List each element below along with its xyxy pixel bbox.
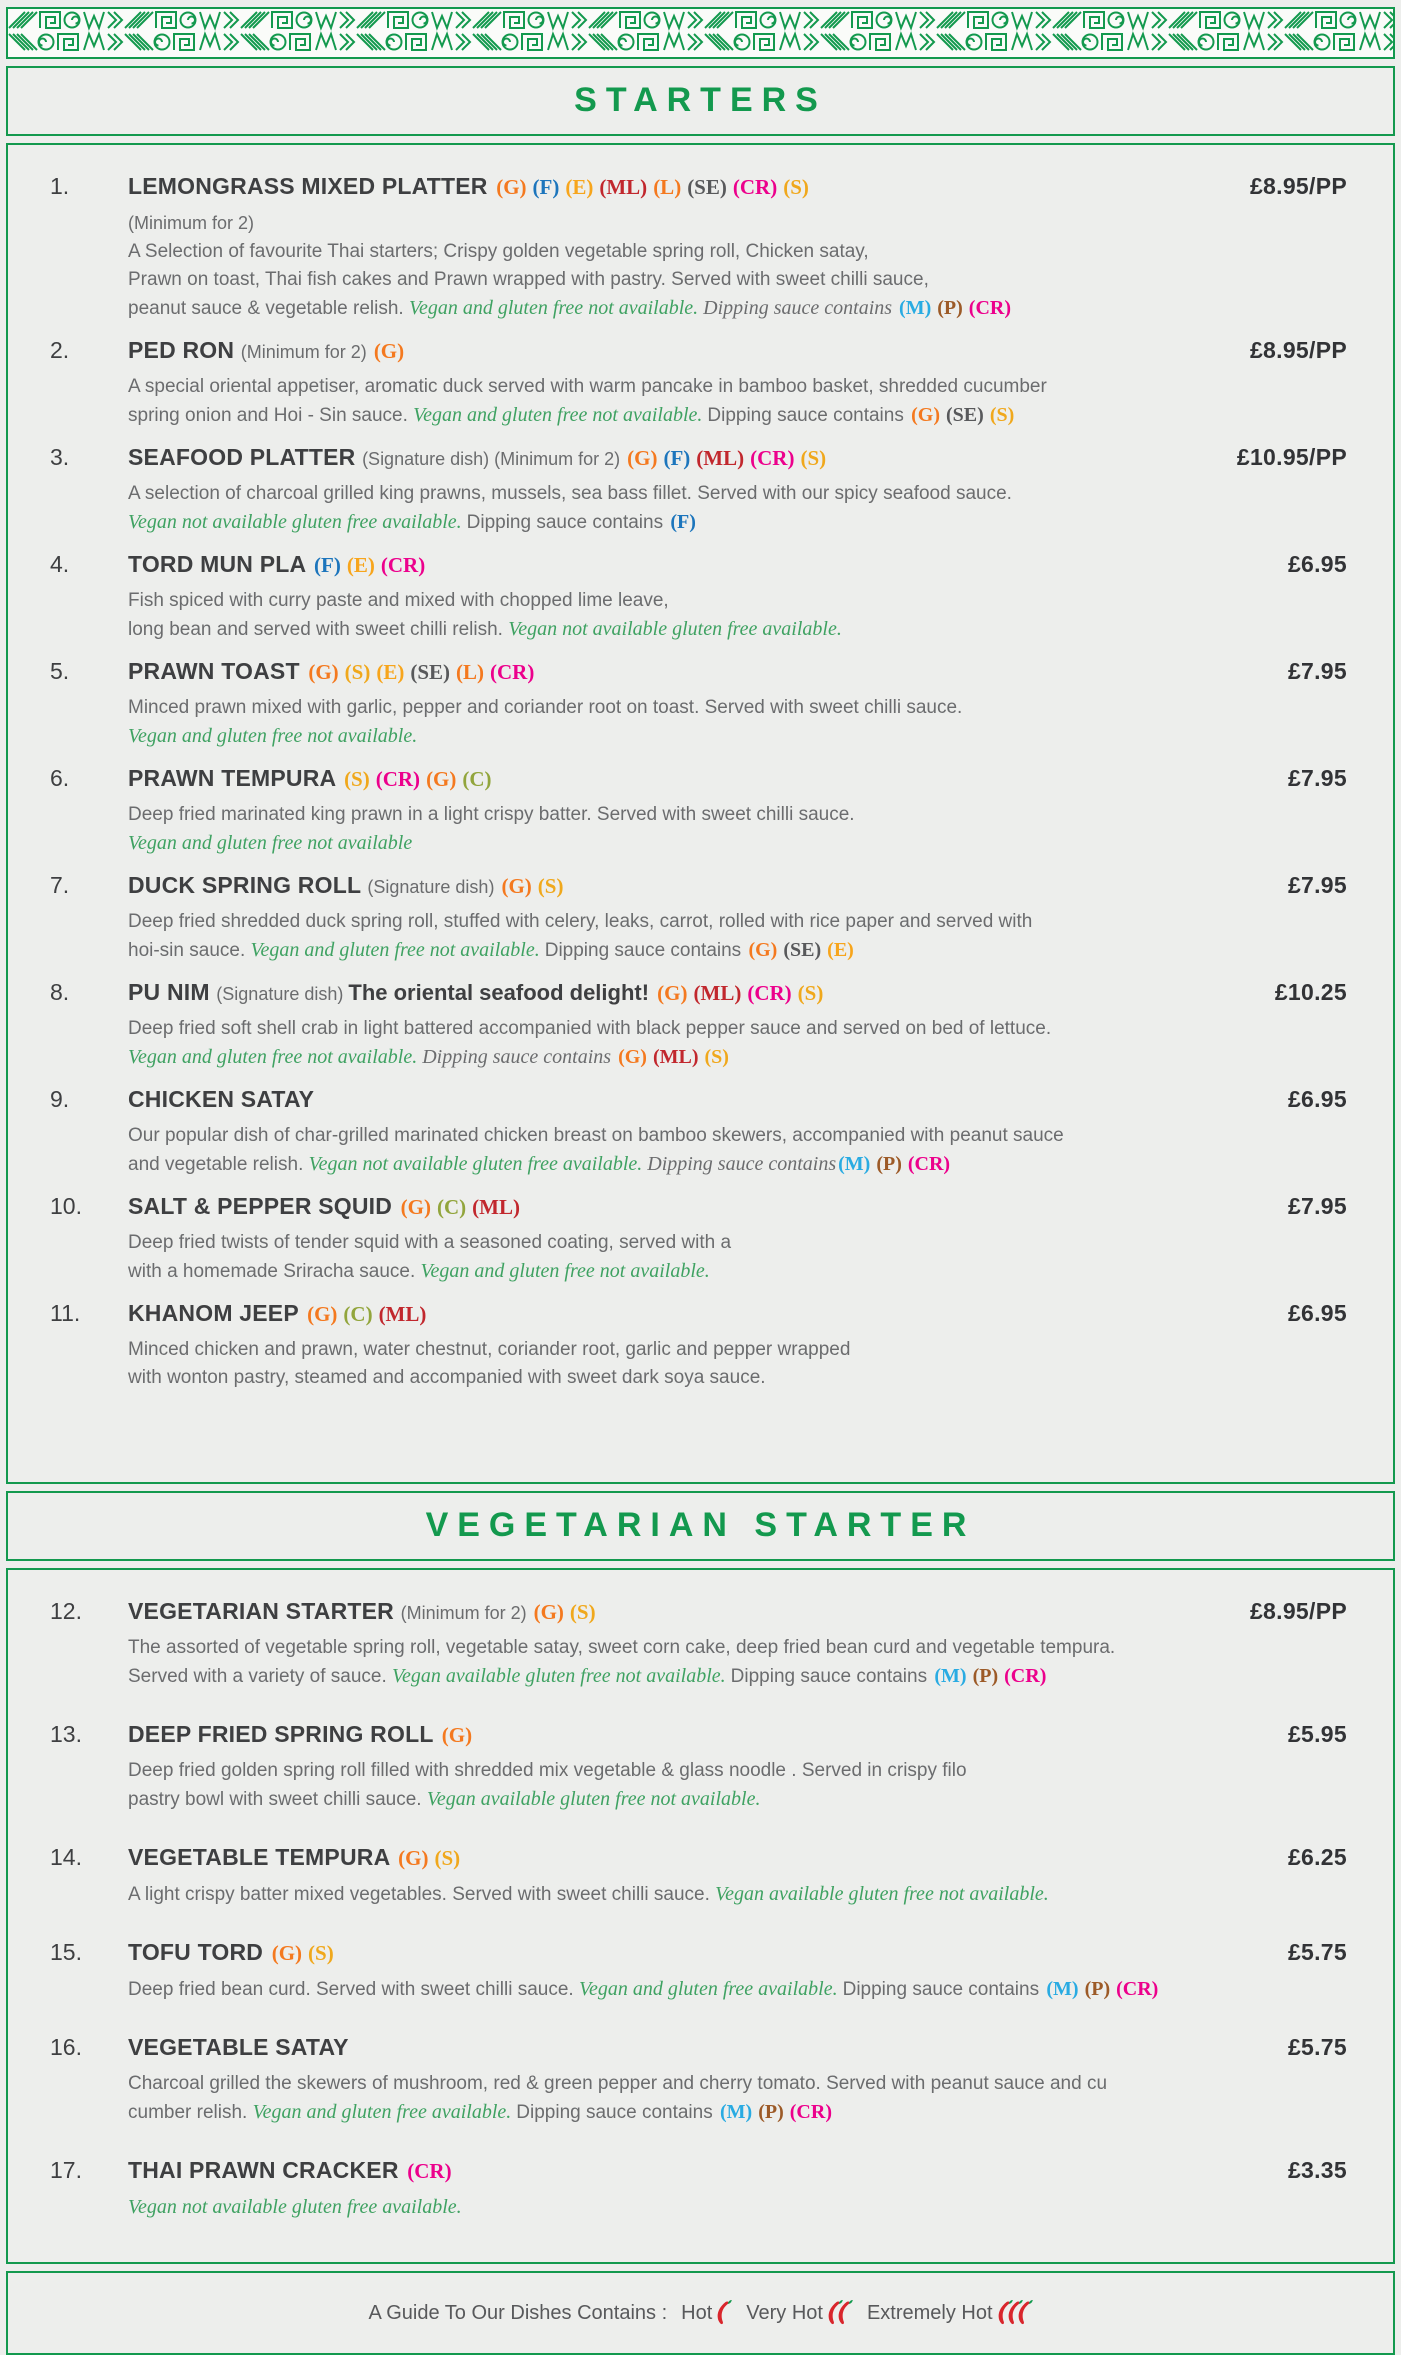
item-title-line xyxy=(128,2153,1227,2191)
text-segment: (Minimum for 2) xyxy=(128,213,255,233)
spice-level-label: Very Hot xyxy=(746,2301,823,2324)
item-price: £5.75 xyxy=(1287,1939,1347,1965)
item-number: 8. xyxy=(50,979,70,1005)
text-segment: hoi-sin sauce. xyxy=(128,940,251,961)
allergen-code-g: (G) xyxy=(400,1195,431,1219)
text-segment: PRAWN TOAST xyxy=(128,658,307,684)
allergen-code-p: (P) xyxy=(758,2101,784,2123)
text-segment: PED RON xyxy=(128,337,241,363)
text-segment: A Selection of favourite Thai starters; Crispy golden vegetable spring roll, Chicken satay, xyxy=(128,241,869,262)
item-price: £5.75 xyxy=(1287,2034,1347,2060)
item-price: £7.95 xyxy=(1287,872,1347,898)
item-price: £6.95 xyxy=(1287,1086,1347,1112)
section-title: VEGETARIAN STARTER xyxy=(425,1506,976,1544)
item-title-line xyxy=(128,1189,1227,1227)
menu-item xyxy=(50,1840,1347,1909)
allergen-code-cr: (CR) xyxy=(750,446,795,470)
text-segment: Dipping sauce contains xyxy=(842,1979,1045,2000)
item-description-line xyxy=(128,1880,1227,1909)
item-title-line xyxy=(128,1717,1227,1755)
allergen-code-cr: (CR) xyxy=(1116,1978,1159,2000)
allergen-code-m: (M) xyxy=(899,297,932,319)
text-segment: pastry bowl with sweet chilli sauce. xyxy=(128,1789,427,1810)
item-description-line xyxy=(128,1229,1227,1257)
item-description-line xyxy=(128,615,1227,644)
item-body xyxy=(128,761,1227,858)
item-title-line xyxy=(128,547,1227,585)
allergen-code-s: (S) xyxy=(783,175,809,199)
text-segment: PRAWN TEMPURA xyxy=(128,765,343,791)
text-segment: CHICKEN SATAY xyxy=(128,1086,315,1112)
text-segment: with wonton pastry, steamed and accompanied with sweet dark soya sauce. xyxy=(128,1367,766,1388)
text-segment: (Signature dish) (Minimum for 2) xyxy=(362,449,626,469)
item-body xyxy=(128,1594,1227,1691)
allergen-code-cr: (CR) xyxy=(789,2101,832,2123)
text-segment: Dipping sauce contains xyxy=(707,405,910,426)
item-description-line xyxy=(128,1122,1227,1150)
item-price: £7.95 xyxy=(1287,658,1347,684)
text-segment: The oriental seafood delight! xyxy=(348,980,656,1005)
allergen-code-g: (G) xyxy=(657,981,688,1005)
menu-item xyxy=(50,975,1347,1072)
item-number: 17. xyxy=(50,2157,82,2183)
text-segment: THAI PRAWN CRACKER xyxy=(128,2157,406,2183)
text-segment: Vegan not available gluten free available. xyxy=(128,2196,462,2218)
item-number: 1. xyxy=(50,173,70,199)
text-segment: Prawn on toast, Thai fish cakes and Prawn wrapped with pastry. Served with sweet chilli sauce, xyxy=(128,269,929,290)
text-segment: SEAFOOD PLATTER xyxy=(128,444,363,470)
text-segment: Vegan available gluten free not available. xyxy=(715,1883,1049,1905)
allergen-code-m: (M) xyxy=(720,2101,753,2123)
spice-levels xyxy=(667,2299,1032,2327)
allergen-code-g: (G) xyxy=(426,767,457,791)
item-number: 2. xyxy=(50,337,70,363)
text-segment: Minced prawn mixed with garlic, pepper and coriander root on toast. Served with sweet chilli sauce. xyxy=(128,697,963,718)
item-description-line xyxy=(128,373,1227,401)
section-header-starters xyxy=(6,66,1395,136)
item-title-line xyxy=(128,1840,1227,1878)
allergen-code-f: (F) xyxy=(670,511,696,533)
text-segment: TOFU TORD xyxy=(128,1939,270,1965)
text-segment: VEGETABLE TEMPURA xyxy=(128,1844,397,1870)
allergen-code-e: (E) xyxy=(827,939,854,961)
allergen-code-m: (M) xyxy=(838,1153,871,1175)
item-description-line xyxy=(128,694,1227,722)
text-segment: DEEP FRIED SPRING ROLL xyxy=(128,1721,440,1747)
item-price: £8.95/PP xyxy=(1249,1598,1347,1624)
text-segment: PU NIM xyxy=(128,979,217,1005)
allergen-code-s: (S) xyxy=(344,767,370,791)
text-segment: Dipping sauce contains xyxy=(647,1153,837,1175)
text-segment: Deep fried golden spring roll filled with shredded mix vegetable & glass noodle . Served in crispy filo xyxy=(128,1760,967,1781)
menu-item xyxy=(50,761,1347,858)
item-description-line xyxy=(128,1257,1227,1286)
allergen-code-g: (G) xyxy=(496,175,527,199)
allergen-code-p: (P) xyxy=(1084,1978,1111,2000)
item-description-line xyxy=(128,2098,1227,2127)
menu-item xyxy=(50,547,1347,644)
text-segment: (Minimum for 2) xyxy=(240,342,372,362)
item-description-line xyxy=(128,209,1227,238)
item-description-line xyxy=(128,801,1227,829)
text-segment: spring onion and Hoi - Sin sauce. xyxy=(128,405,414,426)
allergen-code-se: (SE) xyxy=(946,404,984,426)
item-body xyxy=(128,975,1227,1072)
allergen-code-f: (F) xyxy=(663,446,691,470)
spice-level-label: Extremely Hot xyxy=(866,2301,993,2324)
text-segment: Vegan available gluten free not available. xyxy=(426,1788,761,1810)
menu-item xyxy=(50,1717,1347,1814)
allergen-code-f: (F) xyxy=(314,553,341,577)
item-description-line xyxy=(128,238,1227,266)
item-title-line xyxy=(128,1594,1227,1632)
text-segment: Vegan and gluten free available. xyxy=(578,1978,843,2000)
item-title-line xyxy=(128,1935,1227,1973)
spice-level-label: Hot xyxy=(681,2301,713,2324)
item-title-line xyxy=(128,1296,1227,1334)
allergen-code-p: (P) xyxy=(937,297,963,319)
item-description-line xyxy=(128,1785,1227,1814)
text-segment: Deep fried twists of tender squid with a seasoned coating, served with a xyxy=(128,1232,732,1253)
allergen-code-p: (P) xyxy=(972,1665,999,1687)
text-segment: A light crispy batter mixed vegetables. Served with sweet chilli sauce. xyxy=(128,1884,716,1905)
allergen-code-se: (SE) xyxy=(410,660,451,684)
menu-item xyxy=(50,654,1347,751)
item-description-line xyxy=(128,1150,1227,1179)
spice-guide-prefix: A Guide To Our Dishes Contains : xyxy=(368,2301,668,2324)
text-segment: Our popular dish of char-grilled marinated chicken breast on bamboo skewers, accompanied with peanut sauce xyxy=(128,1125,1064,1146)
text-segment: Vegan and gluten free not available xyxy=(128,832,413,854)
allergen-code-g: (G) xyxy=(627,446,658,470)
text-segment: The assorted of vegetable spring roll, vegetable satay, sweet corn cake, deep fried bean curd and vegetable tempura. xyxy=(128,1637,1116,1658)
starters-items-box xyxy=(6,143,1395,1484)
item-description-line xyxy=(128,1757,1227,1785)
text-segment: peanut sauce & vegetable relish. xyxy=(128,298,409,319)
spice-guide-line xyxy=(368,2299,1032,2327)
allergen-code-se: (SE) xyxy=(687,175,727,199)
text-segment: TORD MUN PLA xyxy=(128,551,313,577)
item-number: 16. xyxy=(50,2034,82,2060)
text-segment: A selection of charcoal grilled king prawns, mussels, sea bass fillet. Served with our spicy seafood sauce. xyxy=(128,483,1012,504)
item-title-line xyxy=(128,868,1227,906)
item-price: £5.95 xyxy=(1287,1721,1347,1747)
item-title-line xyxy=(128,975,1227,1013)
item-description-line xyxy=(128,480,1221,508)
allergen-code-cr: (CR) xyxy=(747,981,792,1005)
allergen-code-l: (L) xyxy=(653,175,682,199)
spice-guide-footer xyxy=(6,2271,1395,2355)
item-number: 15. xyxy=(50,1939,82,1965)
chili-icon xyxy=(717,2299,732,2327)
section-header-vegetarian-starter xyxy=(6,1491,1395,1561)
item-description-line xyxy=(128,401,1227,430)
menu-item xyxy=(50,2030,1347,2127)
text-segment: (Signature dish) xyxy=(216,984,349,1004)
item-body xyxy=(128,2030,1227,2127)
item-price: £6.95 xyxy=(1287,551,1347,577)
item-title-line xyxy=(128,2030,1227,2068)
item-body xyxy=(128,1296,1227,1392)
item-number: 7. xyxy=(50,872,70,898)
item-description-line xyxy=(128,829,1227,858)
chili-icon xyxy=(1018,2299,1033,2327)
allergen-code-e: (E) xyxy=(346,553,375,577)
text-segment: Served with a variety of sauce. xyxy=(128,1666,393,1687)
text-segment: Vegan and gluten free available. xyxy=(252,2101,517,2123)
allergen-code-g: (G) xyxy=(441,1723,473,1747)
item-number: 11. xyxy=(50,1300,81,1326)
menu-item xyxy=(50,868,1347,965)
item-body xyxy=(128,1935,1227,2004)
text-segment: Dipping sauce contains xyxy=(703,297,898,319)
allergen-code-e: (E) xyxy=(565,175,594,199)
text-segment: Dipping sauce contains xyxy=(422,1046,617,1068)
item-body xyxy=(128,1082,1227,1179)
allergen-code-m: (M) xyxy=(1046,1978,1079,2000)
item-description-line xyxy=(128,1662,1227,1691)
item-title-line xyxy=(128,440,1221,478)
item-description-line xyxy=(128,508,1221,537)
text-segment: Deep fried shredded duck spring roll, stuffed with celery, leaks, carrot, rolled with rice paper and served with xyxy=(128,911,1033,932)
allergen-code-g: (G) xyxy=(271,1941,303,1965)
item-price: £6.25 xyxy=(1287,1844,1347,1870)
text-segment: Vegan and gluten free not available. xyxy=(413,404,708,426)
item-description-line xyxy=(128,1634,1227,1662)
section-title: STARTERS xyxy=(574,81,827,119)
item-number: 5. xyxy=(50,658,70,684)
item-price: £10.95/PP xyxy=(1236,444,1347,470)
item-price: £3.35 xyxy=(1287,2157,1347,2183)
allergen-code-c: (C) xyxy=(437,1195,467,1219)
decorative-border-pattern xyxy=(6,7,1395,59)
item-description-line xyxy=(128,294,1227,323)
allergen-code-g: (G) xyxy=(398,1846,429,1870)
allergen-code-g: (G) xyxy=(533,1600,564,1624)
allergen-code-ml: (ML) xyxy=(696,446,745,470)
item-price: £10.25 xyxy=(1274,979,1347,1005)
item-body xyxy=(128,1840,1227,1909)
allergen-code-se: (SE) xyxy=(783,939,822,961)
allergen-code-s: (S) xyxy=(704,1046,729,1068)
text-segment: Dipping sauce contains xyxy=(730,1666,933,1687)
text-segment: DUCK SPRING ROLL xyxy=(128,872,368,898)
text-segment: Dipping sauce contains xyxy=(466,512,669,533)
allergen-code-ml: (ML) xyxy=(378,1302,427,1326)
menu-item xyxy=(50,1082,1347,1179)
allergen-code-c: (C) xyxy=(462,767,492,791)
item-price: £8.95/PP xyxy=(1249,173,1347,199)
allergen-code-cr: (CR) xyxy=(490,660,535,684)
text-segment: Vegan not available gluten free available. xyxy=(308,1153,648,1175)
item-price: £8.95/PP xyxy=(1249,337,1347,363)
text-segment: long bean and served with sweet chilli relish. xyxy=(128,619,509,640)
text-segment: Charcoal grilled the skewers of mushroom, red & green pepper and cherry tomato. Served with peanut sauce and cu xyxy=(128,2073,1108,2094)
text-segment: Vegan and gluten free not available. xyxy=(128,1046,423,1068)
text-segment: Deep fried soft shell crab in light battered accompanied with black pepper sauce and served on bed of lettuce. xyxy=(128,1018,1052,1039)
item-body xyxy=(128,2153,1227,2222)
allergen-code-c: (C) xyxy=(343,1302,373,1326)
allergen-code-cr: (CR) xyxy=(732,175,778,199)
allergen-code-cr: (CR) xyxy=(907,1153,951,1175)
item-description-line xyxy=(128,722,1227,751)
allergen-code-cr: (CR) xyxy=(1004,1665,1047,1687)
item-description-line xyxy=(128,266,1227,294)
allergen-code-cr: (CR) xyxy=(407,2159,452,2183)
text-segment: SALT & PEPPER SQUID xyxy=(128,1193,399,1219)
text-segment: (Signature dish) xyxy=(367,877,500,897)
item-body xyxy=(128,547,1227,644)
allergen-code-s: (S) xyxy=(989,404,1015,426)
text-segment: Vegan and gluten free not available. xyxy=(420,1260,710,1282)
menu-item xyxy=(50,1296,1347,1392)
menu-item xyxy=(50,169,1347,323)
text-segment: LEMONGRASS MIXED PLATTER xyxy=(128,173,495,199)
allergen-code-m: (M) xyxy=(934,1665,967,1687)
menu-item xyxy=(50,1594,1347,1691)
allergen-code-g: (G) xyxy=(618,1046,647,1068)
allergen-code-g: (G) xyxy=(911,404,941,426)
item-number: 6. xyxy=(50,765,70,791)
text-segment: Vegan not available gluten free available. xyxy=(508,618,842,640)
text-segment: Vegan and gluten free not available. xyxy=(128,725,418,747)
item-description-line xyxy=(128,1015,1227,1043)
menu-item xyxy=(50,1935,1347,2004)
chili-icon xyxy=(838,2299,853,2327)
item-price: £6.95 xyxy=(1287,1300,1347,1326)
item-description-line xyxy=(128,1043,1227,1072)
allergen-code-g: (G) xyxy=(307,1302,338,1326)
menu-item xyxy=(50,1189,1347,1286)
allergen-code-s: (S) xyxy=(434,1846,461,1870)
menu-item xyxy=(50,333,1347,430)
allergen-code-s: (S) xyxy=(308,1941,334,1965)
item-description-line xyxy=(128,936,1227,965)
text-segment: cumber relish. xyxy=(128,2102,253,2123)
allergen-code-s: (S) xyxy=(569,1600,596,1624)
allergen-code-l: (L) xyxy=(456,660,485,684)
item-body xyxy=(128,333,1227,430)
allergen-code-ml: (ML) xyxy=(599,175,648,199)
allergen-code-g: (G) xyxy=(373,339,405,363)
text-segment: VEGETARIAN STARTER xyxy=(128,1598,401,1624)
item-number: 12. xyxy=(50,1598,82,1624)
item-number: 10. xyxy=(50,1193,82,1219)
allergen-code-cr: (CR) xyxy=(968,297,1012,319)
text-segment: Vegan and gluten free not available. xyxy=(250,939,545,961)
allergen-code-p: (P) xyxy=(876,1153,902,1175)
allergen-code-g: (G) xyxy=(501,874,532,898)
item-body xyxy=(128,654,1227,751)
item-price: £7.95 xyxy=(1287,1193,1347,1219)
text-segment: Vegan available gluten free not available. xyxy=(392,1665,731,1687)
allergen-code-ml: (ML) xyxy=(693,981,742,1005)
allergen-code-cr: (CR) xyxy=(375,767,421,791)
text-segment: Deep fried marinated king prawn in a light crispy batter. Served with sweet chilli sauce. xyxy=(128,804,855,825)
text-segment: KHANOM JEEP xyxy=(128,1300,306,1326)
text-segment: A special oriental appetiser, aromatic duck served with warm pancake in bamboo basket, shredded cucumber xyxy=(128,376,1047,397)
item-title-line xyxy=(128,761,1227,799)
allergen-code-g: (G) xyxy=(748,939,778,961)
text-segment: Fish spiced with curry paste and mixed with chopped lime leave, xyxy=(128,590,669,611)
allergen-code-e: (E) xyxy=(376,660,405,684)
item-title-line xyxy=(128,333,1227,371)
item-title-line xyxy=(128,654,1227,692)
item-number: 4. xyxy=(50,551,70,577)
item-description-line xyxy=(128,1336,1227,1364)
item-body xyxy=(128,868,1227,965)
item-description-line xyxy=(128,2070,1227,2098)
item-number: 9. xyxy=(50,1086,70,1112)
text-segment: Dipping sauce contains xyxy=(516,2102,719,2123)
item-description-line xyxy=(128,587,1227,615)
item-body xyxy=(128,1189,1227,1286)
text-segment: Vegan not available gluten free available. xyxy=(128,511,467,533)
oriental-pattern-icon xyxy=(8,9,1393,57)
text-segment: (Minimum for 2) xyxy=(400,1603,532,1623)
item-number: 3. xyxy=(50,444,70,470)
item-description-line xyxy=(128,1975,1227,2004)
allergen-code-s: (S) xyxy=(797,981,824,1005)
item-number: 14. xyxy=(50,1844,82,1870)
item-title-line xyxy=(128,1082,1227,1120)
allergen-code-g: (G) xyxy=(308,660,339,684)
allergen-code-f: (F) xyxy=(532,175,560,199)
allergen-code-cr: (CR) xyxy=(380,553,426,577)
vegetarian-items-box xyxy=(6,1568,1395,2264)
item-body xyxy=(128,440,1221,537)
menu-item xyxy=(50,2153,1347,2222)
item-body xyxy=(128,1717,1227,1814)
text-segment: Minced chicken and prawn, water chestnut, coriander root, garlic and pepper wrapped xyxy=(128,1339,851,1360)
item-description-line xyxy=(128,908,1227,936)
item-price: £7.95 xyxy=(1287,765,1347,791)
text-segment: Deep fried bean curd. Served with sweet chilli sauce. xyxy=(128,1979,579,2000)
text-segment: and vegetable relish. xyxy=(128,1154,309,1175)
allergen-code-s: (S) xyxy=(800,446,827,470)
allergen-code-ml: (ML) xyxy=(472,1195,520,1219)
text-segment: with a homemade Sriracha sauce. xyxy=(128,1261,421,1282)
menu-item xyxy=(50,440,1347,537)
item-title-line xyxy=(128,169,1227,207)
item-description-line xyxy=(128,1364,1227,1392)
allergen-code-s: (S) xyxy=(537,874,564,898)
item-body xyxy=(128,169,1227,323)
allergen-code-ml: (ML) xyxy=(652,1046,699,1068)
text-segment: Dipping sauce contains xyxy=(544,940,747,961)
text-segment: Vegan and gluten free not available. xyxy=(408,297,704,319)
item-description-line xyxy=(128,2193,1227,2222)
item-number: 13. xyxy=(50,1721,82,1747)
allergen-code-s: (S) xyxy=(344,660,371,684)
text-segment: VEGETABLE SATAY xyxy=(128,2034,349,2060)
